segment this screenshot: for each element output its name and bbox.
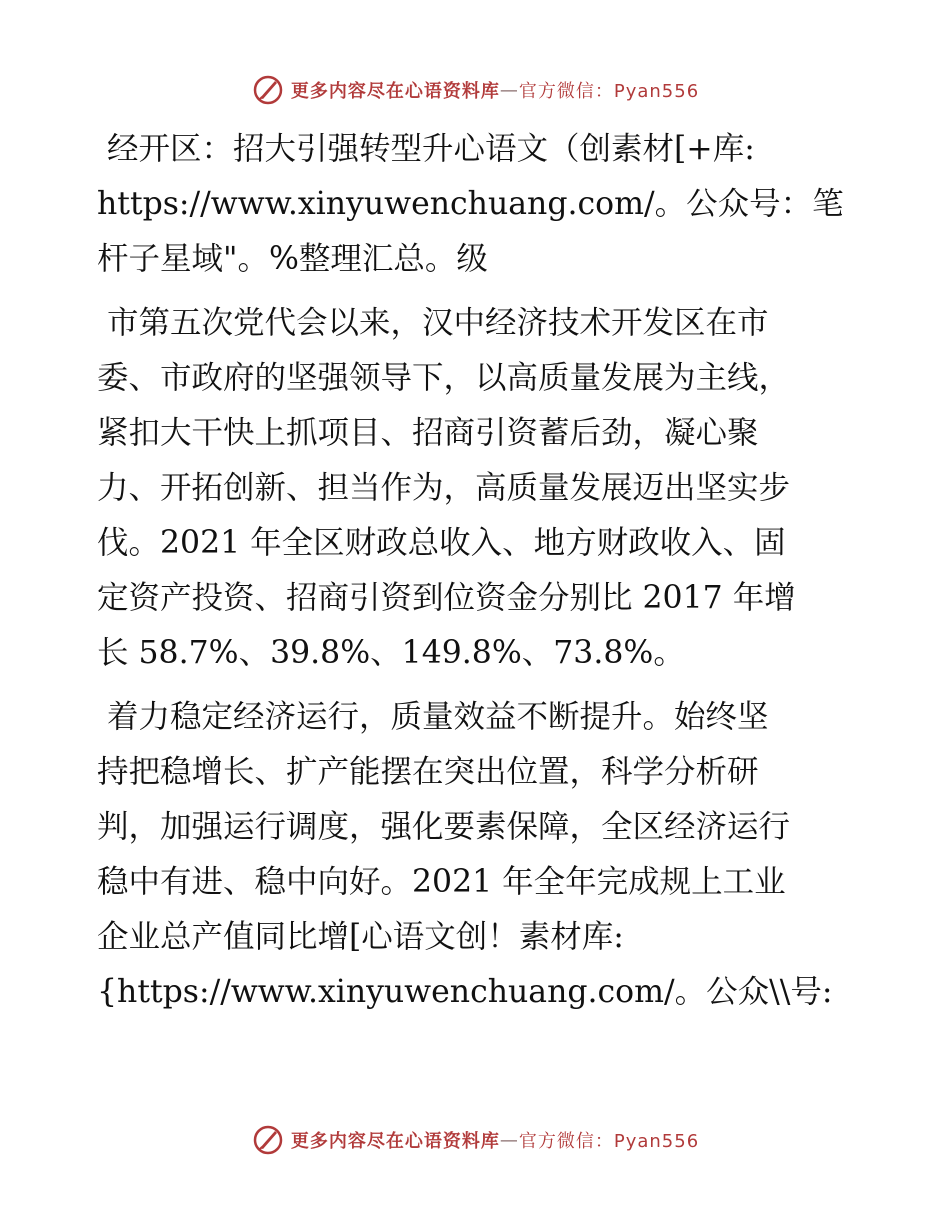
text-line: https://www.xinyuwenchuang.com/。公众号：笔 [97,186,844,222]
text-line: 伐。2021 年全区财政总收入、地方财政收入、固 [97,525,786,561]
banner-separator: — [499,1129,519,1151]
banner-contact: 官方微信：Pyan556 [518,1131,700,1152]
text-line: 着力稳定经济运行，质量效益不断提升。始终坚 [97,699,769,735]
paragraph [97,296,857,681]
paragraph [97,690,857,1020]
banner-contact: 官方微信：Pyan556 [518,81,700,102]
banner-text: 更多内容尽在心语资料库 [290,1131,500,1152]
text-line: {https://www.xinyuwenchuang.com/。公众\\号: [97,974,833,1010]
text-line: 企业总产值同比增[心语文创！素材库: [97,919,624,955]
banner-text: 更多内容尽在心语资料库 [290,81,500,102]
paragraph [97,122,857,287]
text-line: 定资产投资、招商引资到位资金分别比 2017 年增 [97,580,796,616]
text-line: 力、开拓创新、担当作为，高质量发展迈出坚实步 [97,470,791,506]
feather-pen-logo-icon [251,1123,285,1157]
text-line: 长 58.7%、39.8%、149.8%、73.8%。 [97,635,685,671]
document-body [97,122,857,1029]
text-line: 紧扣大干快上抓项目、招商引资蓄后劲，凝心聚 [97,415,759,451]
text-line: 判，加强运行调度，强化要素保障，全区经济运行 [97,809,791,845]
text-line: 委、市政府的坚强领导下，以高质量发展为主线， [97,360,791,396]
text-line: 持把稳增长、扩产能摆在突出位置，科学分析研 [97,754,759,790]
text-line: 稳中有进、稳中向好。2021 年全年完成规上工业 [97,864,786,900]
text-line: 市第五次党代会以来，汉中经济技术开发区在市 [97,305,769,341]
text-line: 经开区：招大引强转型升心语文（创素材[+库: [97,131,755,167]
header-banner [0,70,950,110]
footer-banner [0,1120,950,1160]
text-line: 杆子星域"。%整理汇总。级 [97,241,488,277]
banner-separator: — [499,79,519,101]
feather-pen-logo-icon [251,73,285,107]
